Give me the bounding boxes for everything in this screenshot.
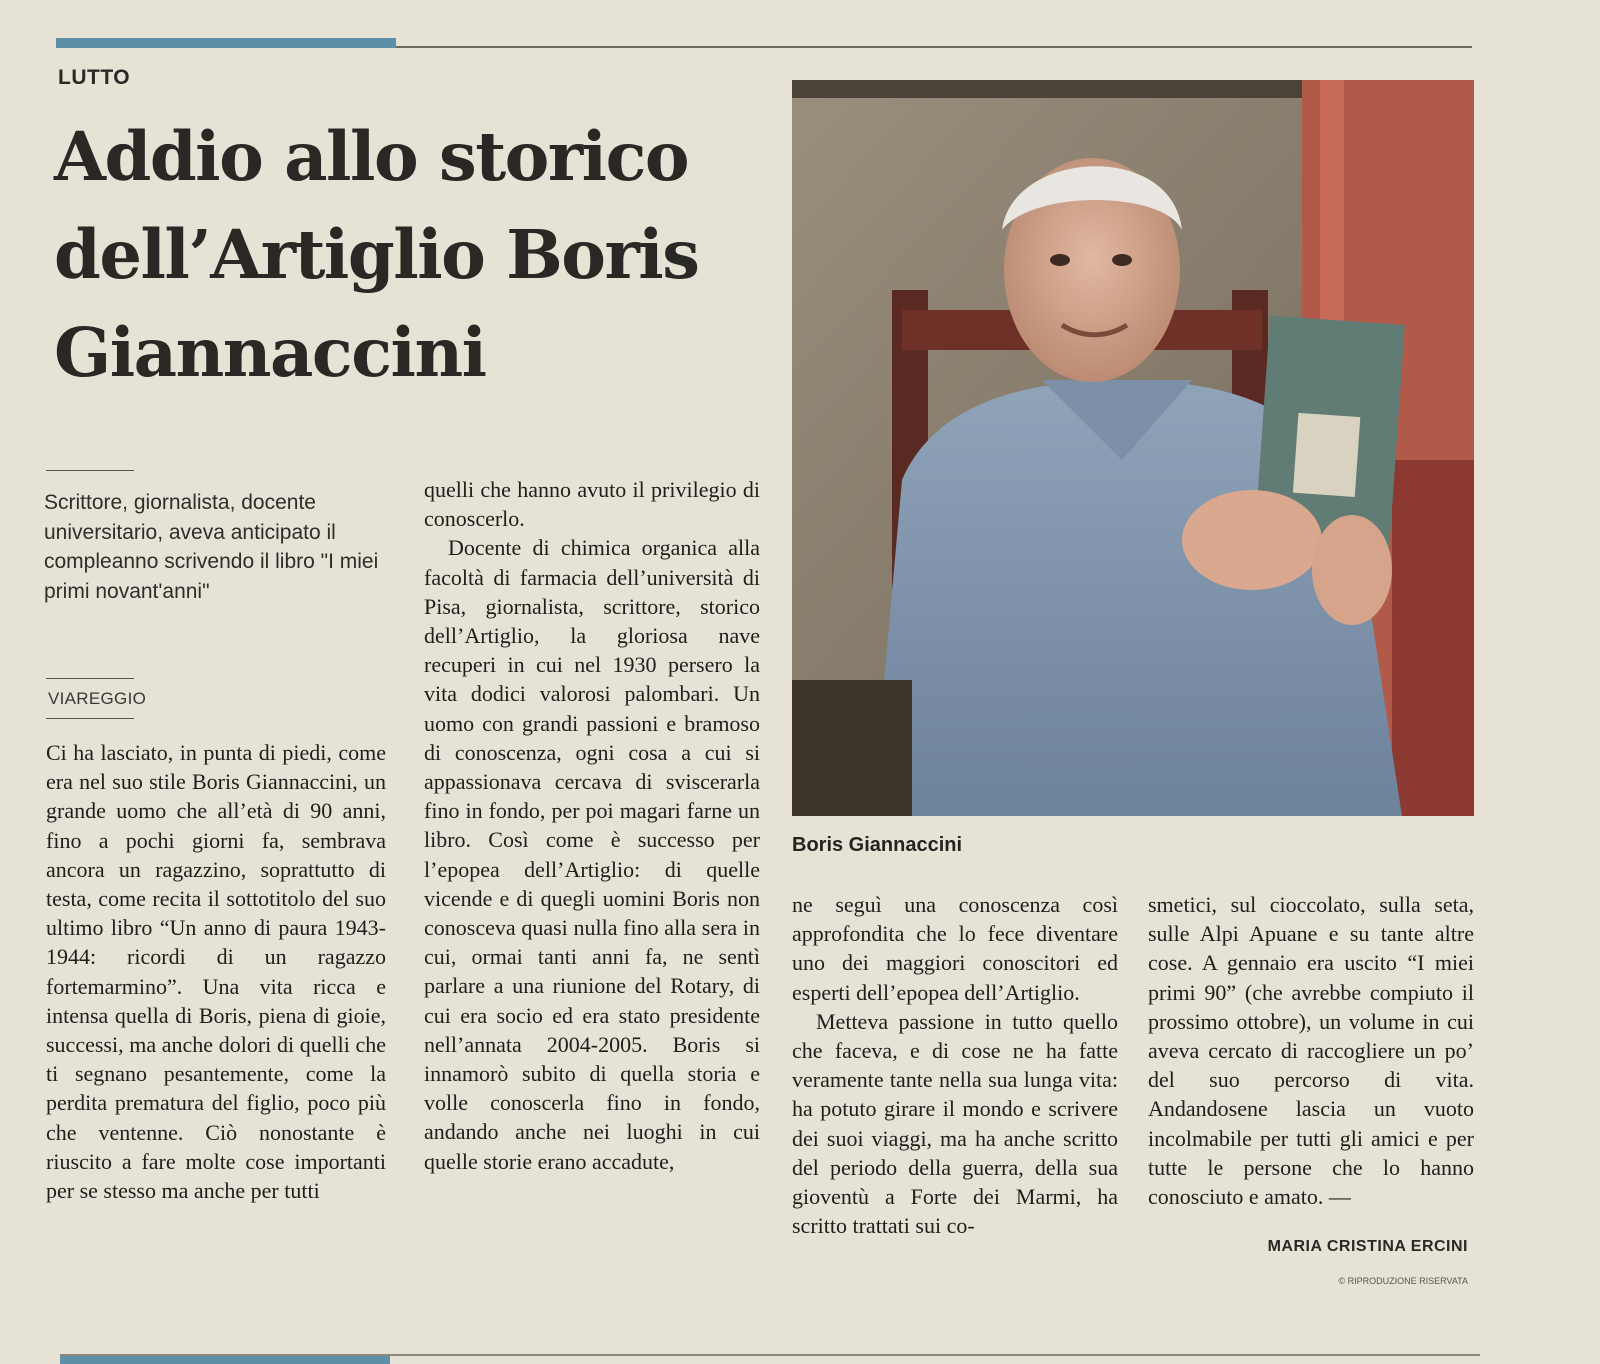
body-column-4 bbox=[1148, 890, 1474, 1211]
paragraph: quelli che hanno avuto il privilegio di conoscerlo. bbox=[424, 477, 760, 532]
photo-caption: Boris Giannaccini bbox=[792, 834, 963, 856]
paragraph: smetici, sul cioccolato, sulla seta, sulle Alpi Apuane e su tante altre cose. A gennaio era uscito “I miei primi 90” (che avrebbe compiuto il prossimo ottobre), un volume in cui aveva cercato di raccogliere un po’ del suo percorso di vita. Andandosene lascia un vuoto incolmabile per tutti gli amici e per tutte le persone che lo hanno conosciuto e amato. — bbox=[1148, 892, 1474, 1210]
dateline-bottom-rule bbox=[46, 718, 134, 719]
dateline-top-rule bbox=[46, 678, 134, 679]
section-accent-bar bbox=[56, 38, 396, 48]
paragraph: ne seguì una conoscenza così approfondita che lo fece diventare uno dei maggiori conoscitori ed esperti dell’epopea dell’Artiglio. bbox=[792, 892, 1118, 1005]
section-kicker: LUTTO bbox=[58, 66, 131, 89]
copyright-notice: © RIPRODUZIONE RISERVATA bbox=[1338, 1276, 1468, 1286]
body-column-1 bbox=[46, 738, 386, 1205]
dateline: VIAREGGIO bbox=[48, 689, 147, 708]
body-column-3 bbox=[792, 890, 1118, 1240]
paragraph: Docente di chimica organica alla facoltà di farmacia dell’università di Pisa, giornalista, scrittore, storico dell’Artiglio, la gloriosa nave recuperi in cui nel 1930 persero la vita dodici valorosi palombari. Un uomo con grandi passioni e bramoso di conoscenza, ogni cosa a cui si appassionava cercava di sviscerarla fino in fondo, per poi magari farne un libro. Così come è successo per l’epopea dell’Artiglio: di quelle vicende e di quegli uomini Boris non conosceva quasi nulla fino alla sera in cui, ormai tanti anni fa, ne sentì parlare a una riunione del Rotary, di cui era socio ed era stato presidente nell’annata 2004-2005. Boris si innamorò subito di quella storia e volle conoscerla fino in fondo, andando anche nei luoghi in cui quelle storie erano accadute, bbox=[424, 535, 760, 1174]
portrait-illustration bbox=[792, 80, 1474, 816]
body-column-2 bbox=[424, 475, 760, 1176]
bottom-accent-bar bbox=[60, 1356, 390, 1364]
subhead-top-rule bbox=[46, 470, 134, 471]
byline: MARIA CRISTINA ERCINI bbox=[1267, 1238, 1468, 1255]
headline: Addio allo storico dell’Artiglio Boris Giannaccini bbox=[54, 117, 699, 392]
portrait-photo bbox=[792, 80, 1474, 816]
subhead: Scrittore, giornalista, docente universitario, aveva anticipato il compleanno scrivendo il libro "I miei primi novant'anni" bbox=[44, 491, 379, 603]
paragraph: Ci ha lasciato, in punta di piedi, come era nel suo stile Boris Giannaccini, un grande uomo che all’età di 90 anni, fino a pochi giorni fa, sembrava ancora un ragazzino, soprattutto di testa, come recita il sottotitolo del suo ultimo libro “Un anno di paura 1943-1944: ricordi di un ragazzo fortemarmino”. Una vita ricca e intensa quella di Boris, piena di gioie, successi, ma anche dolori di quelli che ti segnano pesantemente, come la perdita prematura del figlio, poco più che ventenne. Ciò nonostante è riuscito a fare molte cose importanti per se stesso ma anche per tutti bbox=[46, 740, 386, 1204]
paragraph: Metteva passione in tutto quello che faceva, e di cose ne ha fatte veramente tante nella sua lunga vita: ha potuto girare il mondo e scrivere dei suoi viaggi, ma ha anche scritto del periodo della guerra, della sua gioventù a Forte dei Marmi, ha scritto trattati sui co- bbox=[792, 1008, 1118, 1239]
